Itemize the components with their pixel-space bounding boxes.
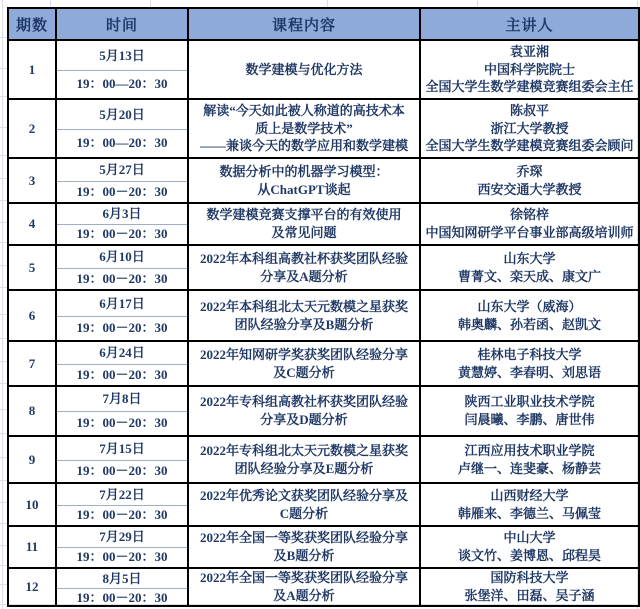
course-content-line: 解读“今天如此被人称道的高技术本	[203, 102, 405, 118]
table-row	[8, 526, 639, 568]
time-cell	[56, 40, 188, 99]
time-range-text: 19：00—20：30	[57, 129, 187, 156]
course-content-line: 及A题分析	[273, 587, 335, 603]
course-content-line: 数学建模与优化方法	[245, 61, 363, 77]
time-range-text: 19：00－20：30	[57, 460, 187, 482]
course-content-cell	[188, 568, 420, 606]
time-range-text: 19：00－20：30	[57, 224, 187, 243]
speaker-cell	[420, 483, 639, 526]
time-range-text: 19：00－20：30	[57, 505, 187, 525]
course-content-line: 数学建模竞赛支撑平台的有效使用	[206, 207, 402, 223]
course-content-line: 从ChatGPT谈起	[257, 181, 351, 197]
table-row	[8, 436, 639, 483]
speaker-line: 韩奥麟、孙若函、赵凯文	[457, 316, 601, 332]
course-content-line: 质上是数学技术”	[255, 120, 353, 136]
time-wrap	[57, 247, 187, 289]
table-row	[8, 158, 639, 203]
course-content-cell	[188, 99, 420, 158]
speaker-cell	[420, 245, 639, 290]
course-content-line: 分享及D题分析	[260, 412, 348, 427]
speaker-line: 张堡洋、田磊、吴子涵	[464, 587, 595, 603]
gridline	[0, 222, 7, 223]
gridline	[0, 127, 7, 128]
header-row	[8, 8, 639, 40]
course-content-line: 2022年全国一等奖获奖团队经验分享	[199, 570, 408, 585]
gridline	[0, 480, 7, 481]
speaker-line: 袁亚湘	[509, 43, 549, 59]
time-cell	[56, 526, 188, 568]
date-text: 7月15日	[99, 440, 145, 456]
gridline	[0, 265, 7, 266]
gridline	[0, 96, 7, 97]
time-wrap	[57, 388, 187, 435]
speaker-line: 西安交通大学教授	[477, 181, 582, 197]
table-row	[8, 386, 639, 436]
header-period: 期数	[8, 8, 56, 40]
date-text: 6月24日	[99, 345, 145, 361]
gridline	[0, 242, 7, 243]
time-cell	[56, 436, 188, 483]
course-content-cell	[188, 203, 420, 245]
time-wrap	[57, 292, 187, 340]
time-range-text: 19：00－20：30	[57, 547, 187, 566]
gridline	[2, 0, 3, 609]
course-content-cell	[188, 436, 420, 483]
speaker-line: 中国知网研学平台事业部高级培训师	[425, 225, 634, 240]
time-range-text: 19：00—20：30	[57, 70, 187, 97]
course-content-cell	[188, 245, 420, 290]
header-time: 时间	[56, 8, 188, 40]
gridline	[0, 314, 7, 315]
speaker-line: 黄慧婷、李春明、刘思语	[457, 364, 601, 380]
period-cell: 2	[8, 99, 56, 158]
date-text: 7月29日	[99, 529, 145, 545]
table-row	[8, 99, 639, 158]
table-row	[8, 245, 639, 290]
course-content-line: ——兼谈今天的数学应用和数学建模	[199, 138, 408, 154]
speaker-cell	[420, 290, 639, 341]
course-schedule-table	[7, 7, 640, 607]
gridline	[0, 287, 7, 288]
gridline	[0, 545, 7, 546]
time-wrap	[57, 343, 187, 385]
course-content-line: 团队经验分享及E题分析	[234, 460, 374, 476]
speaker-line: 山东大学（威海）	[477, 298, 582, 314]
speaker-line: 闫晨曦、李鹏、唐世伟	[464, 412, 595, 427]
gridline	[0, 457, 7, 458]
time-cell	[56, 245, 188, 290]
speaker-line: 中国科学院院士	[483, 61, 575, 77]
course-content-cell	[188, 526, 420, 568]
time-cell	[56, 483, 188, 526]
gridline	[0, 361, 7, 362]
schedule-body	[8, 40, 639, 606]
period-cell: 3	[8, 158, 56, 203]
time-range-text: 19：00－20：30	[57, 316, 187, 340]
course-content-line: 及C题分析	[273, 364, 335, 380]
date-text: 7月8日	[102, 391, 142, 407]
gridline	[0, 155, 7, 156]
speaker-line: 全国大学生数学建模竞赛组委会主任	[425, 79, 634, 95]
time-wrap	[57, 205, 187, 244]
header-speaker: 主讲人	[420, 8, 639, 40]
gridline	[50, 0, 51, 7]
table-row	[8, 568, 639, 606]
date-text: 7月22日	[99, 486, 145, 502]
speaker-line: 桂林电子科技大学	[477, 346, 582, 362]
period-cell: 4	[8, 203, 56, 245]
course-content-line: 2022年本科组高教社杯获奖团队经验	[199, 250, 408, 266]
gridline	[0, 502, 7, 503]
time-cell	[56, 568, 188, 606]
gridline	[477, 0, 478, 7]
period-cell: 12	[8, 568, 56, 606]
speaker-line: 谈文竹、姜博恩、邱程昊	[457, 548, 601, 563]
course-content-cell	[188, 386, 420, 436]
time-wrap	[57, 528, 187, 567]
speaker-cell	[420, 386, 639, 436]
gridline	[0, 338, 7, 339]
gridline	[0, 383, 7, 384]
course-content-line: 数据分析中的机器学习模型：	[219, 163, 389, 179]
course-content-line: 2022年专科组北太天元数模之星获奖	[199, 442, 408, 458]
gridline	[0, 200, 7, 201]
time-wrap	[57, 485, 187, 525]
period-cell: 6	[8, 290, 56, 341]
time-cell	[56, 341, 188, 386]
gridline	[0, 409, 7, 410]
course-content-cell	[188, 40, 420, 99]
time-wrap	[57, 438, 187, 482]
period-cell: 9	[8, 436, 56, 483]
period-cell: 7	[8, 341, 56, 386]
period-cell: 8	[8, 386, 56, 436]
speaker-line: 山西财经大学	[490, 487, 569, 503]
course-content-line: C题分析	[279, 505, 329, 521]
period-cell: 11	[8, 526, 56, 568]
speaker-line: 卢继一、连斐豪、杨静芸	[457, 460, 601, 476]
time-cell	[56, 290, 188, 341]
time-cell	[56, 99, 188, 158]
date-text: 6月17日	[99, 295, 145, 311]
period-cell: 1	[8, 40, 56, 99]
speaker-line: 国防科技大学	[490, 570, 569, 585]
course-content-cell	[188, 158, 420, 203]
speaker-line: 韩雁来、李德兰、马佩莹	[457, 505, 601, 521]
date-text: 5月13日	[99, 47, 145, 63]
time-range-text: 19：00－20：30	[57, 411, 187, 434]
date-text: 6月3日	[102, 206, 142, 222]
time-cell	[56, 386, 188, 436]
gridline	[0, 178, 7, 179]
table-row	[8, 483, 639, 526]
time-wrap	[57, 160, 187, 202]
table-row	[8, 290, 639, 341]
gridline	[150, 0, 151, 7]
time-wrap	[57, 570, 187, 606]
speaker-line: 陈叔平	[509, 102, 549, 118]
gridline	[0, 523, 7, 524]
speaker-line: 徐铭梓	[509, 207, 549, 223]
speaker-line: 中山大学	[503, 530, 556, 546]
time-wrap	[57, 101, 187, 157]
time-range-text: 19：00－20：30	[57, 181, 187, 202]
table-row	[8, 341, 639, 386]
time-wrap	[57, 42, 187, 98]
header-course-content: 课程内容	[188, 8, 420, 40]
speaker-line: 乔琛	[516, 163, 543, 179]
gridline	[0, 433, 7, 434]
period-cell: 10	[8, 483, 56, 526]
course-content-line: 分享及A题分析	[260, 268, 348, 284]
speaker-line: 江西应用技术职业学院	[464, 442, 595, 458]
speaker-cell	[420, 40, 639, 99]
course-content-line: 2022年全国一等奖获奖团队经验分享	[199, 530, 408, 546]
course-content-line: 2022年知网研学奖获奖团队经验分享	[199, 346, 408, 362]
speaker-cell	[420, 99, 639, 158]
speaker-line: 山东大学	[503, 250, 556, 266]
table-row	[8, 203, 639, 245]
course-content-line: 2022年本科组北太天元数模之星获奖	[199, 298, 408, 314]
date-text: 5月20日	[99, 106, 145, 122]
date-text: 5月27日	[99, 162, 145, 178]
date-text: 8月5日	[102, 571, 142, 587]
gridline	[0, 584, 7, 585]
speaker-cell	[420, 341, 639, 386]
gridline	[0, 68, 7, 69]
speaker-line: 浙江大学教授	[490, 120, 569, 136]
speaker-cell	[420, 436, 639, 483]
time-cell	[56, 203, 188, 245]
course-content-line: 及B题分析	[273, 548, 335, 563]
course-content-cell	[188, 483, 420, 526]
gridline	[0, 565, 7, 566]
course-content-line: 2022年优秀论文获奖团队经验分享及	[199, 487, 408, 503]
speaker-line: 全国大学生数学建模竞赛组委会顾问	[425, 138, 634, 154]
time-range-text: 19：00－20：30	[57, 268, 187, 289]
time-range-text: 19：00－20：30	[57, 588, 187, 606]
table-row	[8, 40, 639, 99]
gridline	[0, 37, 7, 38]
course-content-line: 及常见问题	[271, 225, 337, 240]
speaker-line: 陕西工业职业技术学院	[464, 394, 595, 410]
time-cell	[56, 158, 188, 203]
speaker-cell	[420, 568, 639, 606]
period-cell: 5	[8, 245, 56, 290]
speaker-cell	[420, 526, 639, 568]
speaker-line: 曹菁文、栾天成、康文广	[457, 268, 601, 284]
course-content-cell	[188, 290, 420, 341]
gridline	[327, 0, 328, 7]
time-range-text: 19：00－20：30	[57, 364, 187, 385]
course-content-line: 2022年专科组高教社杯获奖团队经验	[199, 394, 408, 410]
date-text: 6月10日	[99, 249, 145, 265]
course-content-line: 团队经验分享及B题分析	[234, 316, 374, 332]
course-content-cell	[188, 341, 420, 386]
speaker-cell	[420, 158, 639, 203]
speaker-cell	[420, 203, 639, 245]
